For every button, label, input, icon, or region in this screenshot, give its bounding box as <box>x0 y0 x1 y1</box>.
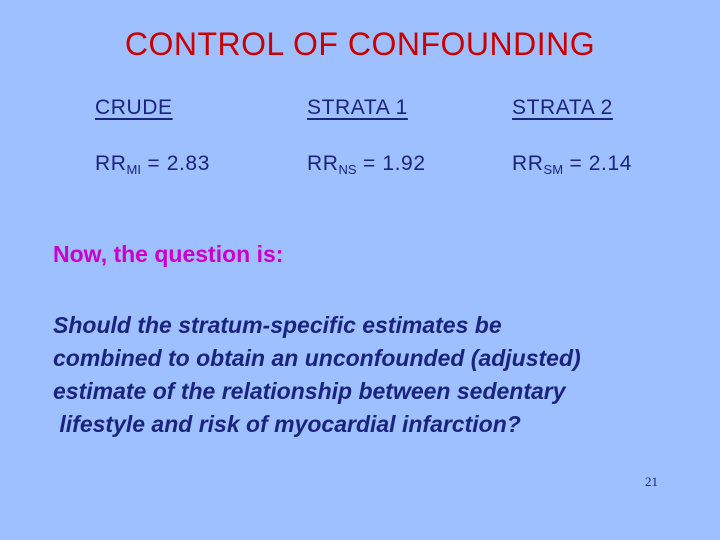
rr-strata-2-value <box>512 152 632 177</box>
page-number: 21 <box>645 474 658 489</box>
rr-number: = 2.83 <box>140 152 210 175</box>
rr-subscript: MI <box>126 162 141 177</box>
slide-title: CONTROL OF CONFOUNDING <box>124 26 596 62</box>
column-header-strata-1: STRATA 1 <box>307 96 408 119</box>
rr-prefix: RR <box>95 152 127 175</box>
rr-number: = 2.14 <box>563 152 633 175</box>
question-line: combined to obtain an unconfounded (adjusted) <box>53 345 581 371</box>
question-label: Now, the question is: <box>53 241 284 267</box>
rr-strata-1-value <box>307 152 426 177</box>
rr-crude-value <box>95 152 210 177</box>
rr-subscript: SM <box>543 162 564 177</box>
rr-prefix: RR <box>512 152 544 175</box>
question-line: lifestyle and risk of myocardial infarction? <box>53 411 521 437</box>
question-text <box>53 309 713 441</box>
rr-prefix: RR <box>307 152 339 175</box>
question-line: estimate of the relationship between sedentary <box>53 378 566 404</box>
rr-number: = 1.92 <box>356 152 426 175</box>
column-header-strata-2: STRATA 2 <box>512 96 613 119</box>
question-line: Should the stratum-specific estimates be <box>53 312 502 338</box>
rr-subscript: NS <box>338 162 357 177</box>
column-header-crude: CRUDE <box>95 96 173 119</box>
